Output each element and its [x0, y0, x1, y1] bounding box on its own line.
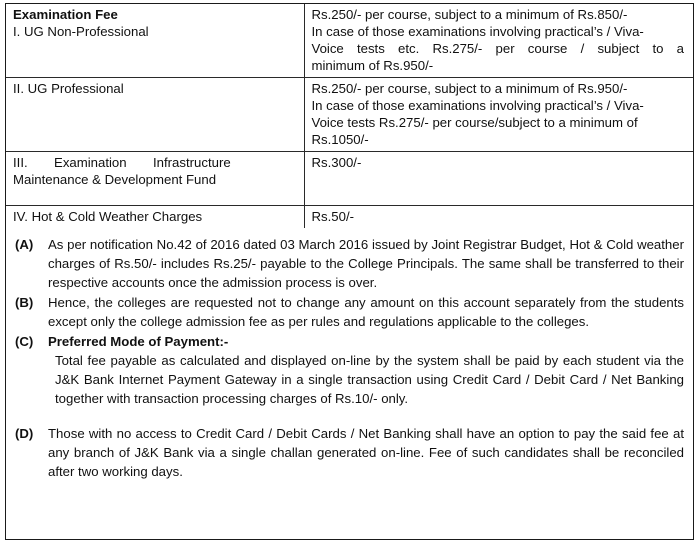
row-spacer	[13, 40, 299, 54]
fee-item-label: I. UG Non-Professional	[13, 24, 149, 40]
fee-item-label: IV. Hot & Cold Weather Charges	[13, 209, 203, 225]
note-d	[15, 424, 684, 481]
table-header-examination-fee: Examination Fee	[13, 7, 118, 22]
note-text: Total fee payable as calculated and displayed on-line by the system shall be paid by each student via the J&K Bank Internet Payment Gateway in a single transaction using Credit Card / Debit Card / Net Banking together with transaction processing charges of Rs.10/- only.	[55, 353, 684, 407]
note-text: Those with no access to Credit Card / Debit Cards / Net Banking shall have an option to pay the said fee at any branch of J&K Bank via a single challan generated on-line. Fee of such candidates shall be reconciled after two working days.	[48, 426, 684, 480]
note-a	[15, 235, 684, 292]
row-spacer	[13, 97, 299, 98]
amount-line: Rs.300/-	[311, 155, 362, 171]
fee-item-label-line: Maintenance & Development Fund	[13, 172, 217, 188]
amount-line: In case of those examinations involving practical’s / Viva-	[311, 24, 644, 40]
fee-item-label: II. UG Professional	[13, 81, 124, 97]
fee-row-label-ug-non-professional	[6, 4, 304, 78]
note-text: Hence, the colleges are requested not to change any amount on this account separately from the students except only the college admission fee as per rules and regulations applicable to the colleges.	[48, 295, 684, 330]
fee-row-amount-ug-non-professional	[304, 4, 693, 78]
amount-line: Voice tests etc. Rs.275/- per course / subject to a	[311, 41, 684, 57]
examination-fee-table	[6, 4, 693, 228]
fee-row-amount-ug-professional	[304, 78, 693, 152]
note-label: (B)	[15, 295, 34, 311]
note-b	[15, 293, 684, 331]
row-spacer	[13, 188, 299, 202]
note-label: (C)	[15, 334, 34, 350]
section-spacer	[15, 409, 684, 424]
document-page	[5, 3, 694, 540]
amount-line: minimum of Rs.950/-	[311, 58, 434, 74]
note-c	[15, 332, 684, 408]
table-row	[6, 152, 693, 206]
fee-item-label-line: III. Examination Infrastructure	[13, 155, 231, 171]
fee-row-amount-infrastructure-fund	[304, 152, 693, 206]
amount-line: Rs.1050/-	[311, 132, 369, 148]
note-label: (D)	[15, 426, 34, 442]
amount-line: Rs.250/- per course, subject to a minimum of Rs.950/-	[311, 81, 628, 97]
amount-line: Rs.250/- per course, subject to a minimum of Rs.850/-	[311, 7, 628, 22]
note-label: (A)	[15, 237, 34, 253]
note-title: Preferred Mode of Payment:-	[48, 334, 229, 350]
fee-row-label-ug-professional	[6, 78, 304, 152]
table-row	[6, 206, 693, 229]
table-row	[6, 78, 693, 152]
fee-row-label-hot-cold-weather	[6, 206, 304, 229]
amount-line: Rs.50/-	[311, 209, 355, 225]
notes-section	[6, 228, 693, 481]
fee-row-label-infrastructure-fund	[6, 152, 304, 206]
table-row	[6, 4, 693, 78]
amount-line: In case of those examinations involving practical’s / Viva-	[311, 98, 644, 114]
amount-line: Voice tests Rs.275/- per course/subject to a minimum of	[311, 115, 638, 131]
note-text: As per notification No.42 of 2016 dated 03 March 2016 issued by Joint Registrar Budget, Hot & Cold weather charges of Rs.50/- includes Rs.25/- payable to the College Principals. The same shall be transferred to their respective accounts once the admission process is over.	[48, 237, 684, 291]
fee-row-amount-hot-cold-weather	[304, 206, 693, 229]
